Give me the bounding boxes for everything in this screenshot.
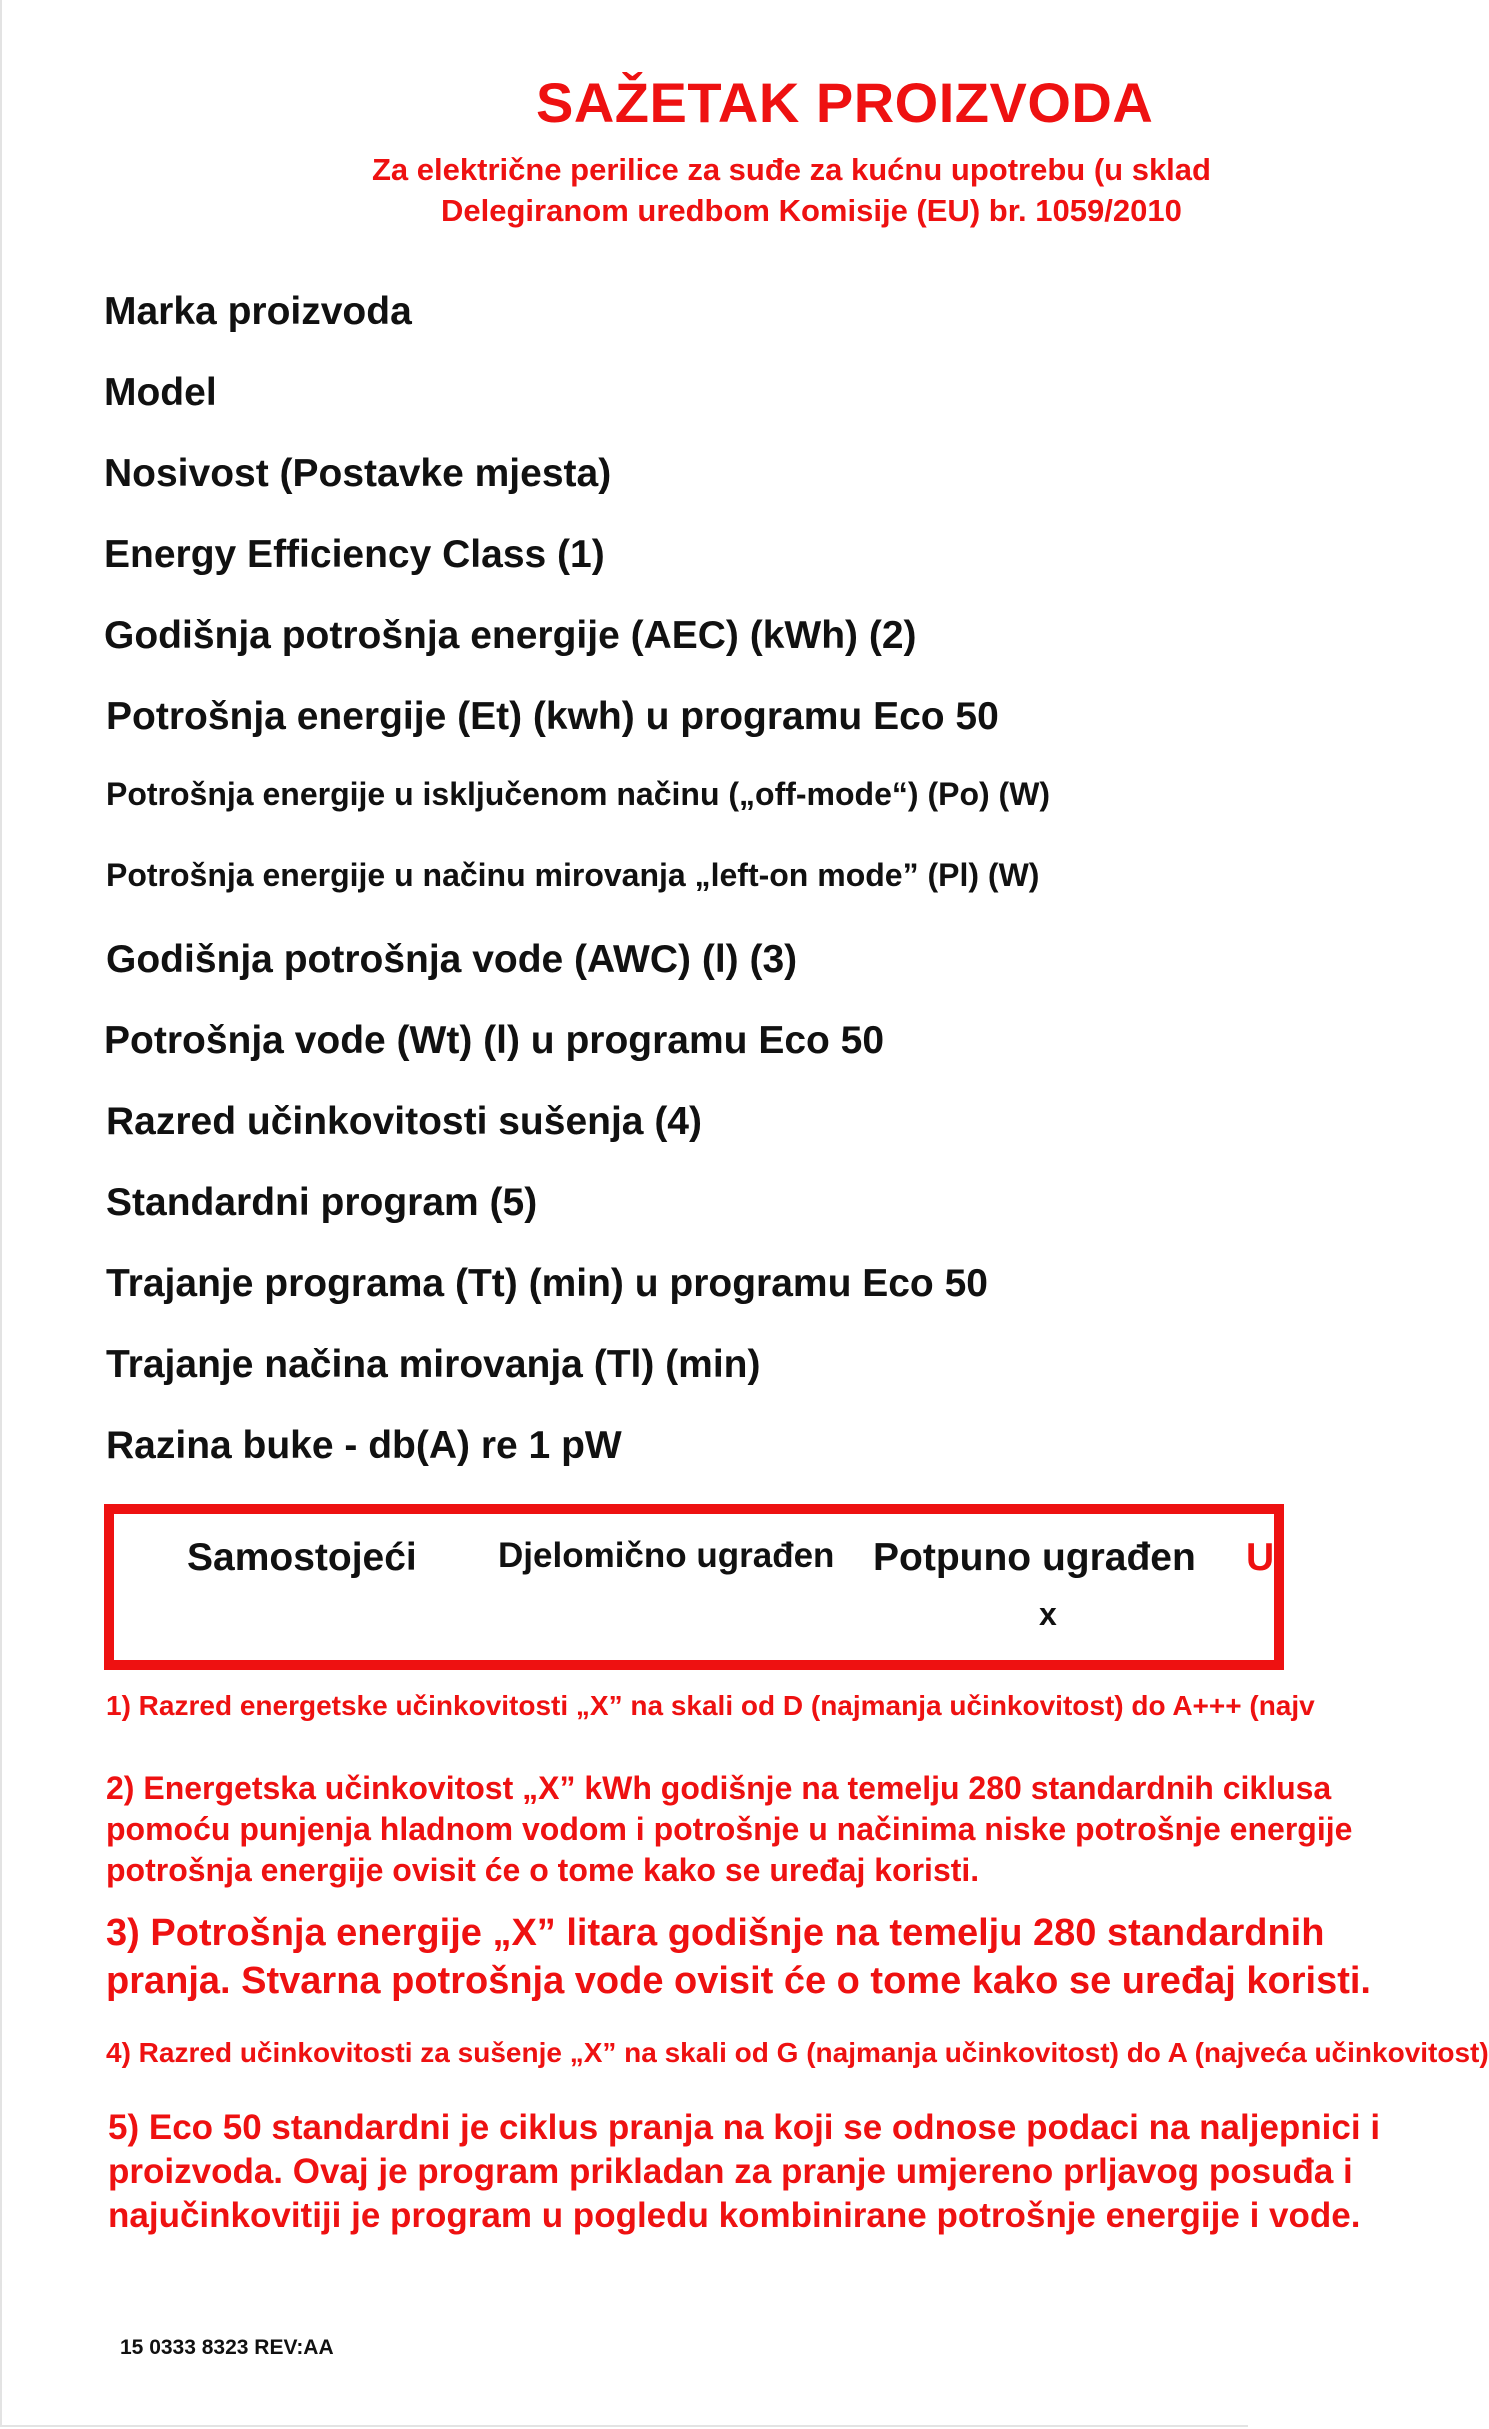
install-freestanding-label: Samostojeći bbox=[187, 1536, 417, 1579]
document-code: 15 0333 8323 REV:AA bbox=[120, 2336, 334, 2359]
footnote-3-line-1: 3) Potrošnja energije „X” litara godišnje na temelju 280 standardnih bbox=[106, 1912, 1325, 1954]
footnote-2-line-2: pomoću punjenja hladnom vodom i potrošnje u načinima niske potrošnje energije bbox=[106, 1811, 1353, 1847]
field-brand: Marka proizvoda bbox=[104, 290, 412, 333]
field-annual-energy: Godišnja potrošnja energije (AEC) (kWh) (2) bbox=[104, 614, 917, 657]
install-fully-built-in-label: Potpuno ugrađen bbox=[873, 1536, 1196, 1579]
field-model: Model bbox=[104, 371, 217, 414]
field-left-on-duration: Trajanje načina mirovanja (Tl) (min) bbox=[106, 1343, 761, 1386]
field-energy-eco50: Potrošnja energije (Et) (kwh) u programu Eco 50 bbox=[106, 695, 999, 738]
footnote-3-line-2: pranja. Stvarna potrošnja vode ovisit će o tome kako se uređaj koristi. bbox=[106, 1960, 1371, 2002]
field-program-duration: Trajanje programa (Tt) (min) u programu Eco 50 bbox=[106, 1262, 988, 1305]
field-annual-water: Godišnja potrošnja vode (AWC) (l) (3) bbox=[106, 938, 798, 981]
field-standard-program: Standardni program (5) bbox=[106, 1181, 538, 1224]
footnote-2-line-3: potrošnja energije ovisit će o tome kako se uređaj koristi. bbox=[106, 1852, 980, 1888]
footnote-1: 1) Razred energetske učinkovitosti „X” na skali od D (najmanja učinkovitost) do A+++ (najv bbox=[106, 1690, 1315, 1721]
install-selected-mark: x bbox=[1039, 1596, 1057, 1632]
field-capacity: Nosivost (Postavke mjesta) bbox=[104, 452, 612, 495]
footnote-2-line-1: 2) Energetska učinkovitost „X” kWh godišnje na temelju 280 standardnih ciklusa bbox=[106, 1770, 1332, 1806]
field-energy-class: Energy Efficiency Class (1) bbox=[104, 533, 605, 576]
install-partially-built-in-label: Djelomično ugrađen bbox=[498, 1536, 835, 1575]
field-drying-class: Razred učinkovitosti sušenja (4) bbox=[106, 1100, 702, 1143]
footnote-4: 4) Razred učinkovitosti za sušenje „X” na skali od G (najmanja učinkovitost) do A (najveća učinkovitost) bbox=[106, 2037, 1489, 2068]
field-off-mode-power: Potrošnja energije u isključenom načinu („off-mode“) (Po) (W) bbox=[106, 776, 1051, 812]
page-title: SAŽETAK PROIZVODA bbox=[536, 71, 1154, 134]
field-noise-level: Razina buke - db(A) re 1 pW bbox=[106, 1424, 622, 1467]
installation-type-box bbox=[104, 1504, 1284, 1670]
subtitle-line-2: Delegiranom uredbom Komisije (EU) br. 1059/2010 bbox=[441, 193, 1182, 228]
footnote-5-line-2: proizvoda. Ovaj je program prikladan za pranje umjereno prljavog posuđa i bbox=[108, 2152, 1353, 2191]
footnote-5-line-3: najučinkovitiji je program u pogledu kombinirane potrošnje energije i vode. bbox=[108, 2196, 1361, 2235]
subtitle-line-1: Za električne perilice za suđe za kućnu upotrebu (u sklad bbox=[372, 152, 1211, 187]
field-water-eco50: Potrošnja vode (Wt) (l) u programu Eco 50 bbox=[104, 1019, 885, 1062]
footnote-5-line-1: 5) Eco 50 standardni je ciklus pranja na koji se odnose podaci na naljepnici i bbox=[108, 2108, 1381, 2147]
field-left-on-power: Potrošnja energije u načinu mirovanja „left-on mode” (Pl) (W) bbox=[106, 857, 1040, 893]
install-cut-off-label: U bbox=[1246, 1536, 1275, 1579]
